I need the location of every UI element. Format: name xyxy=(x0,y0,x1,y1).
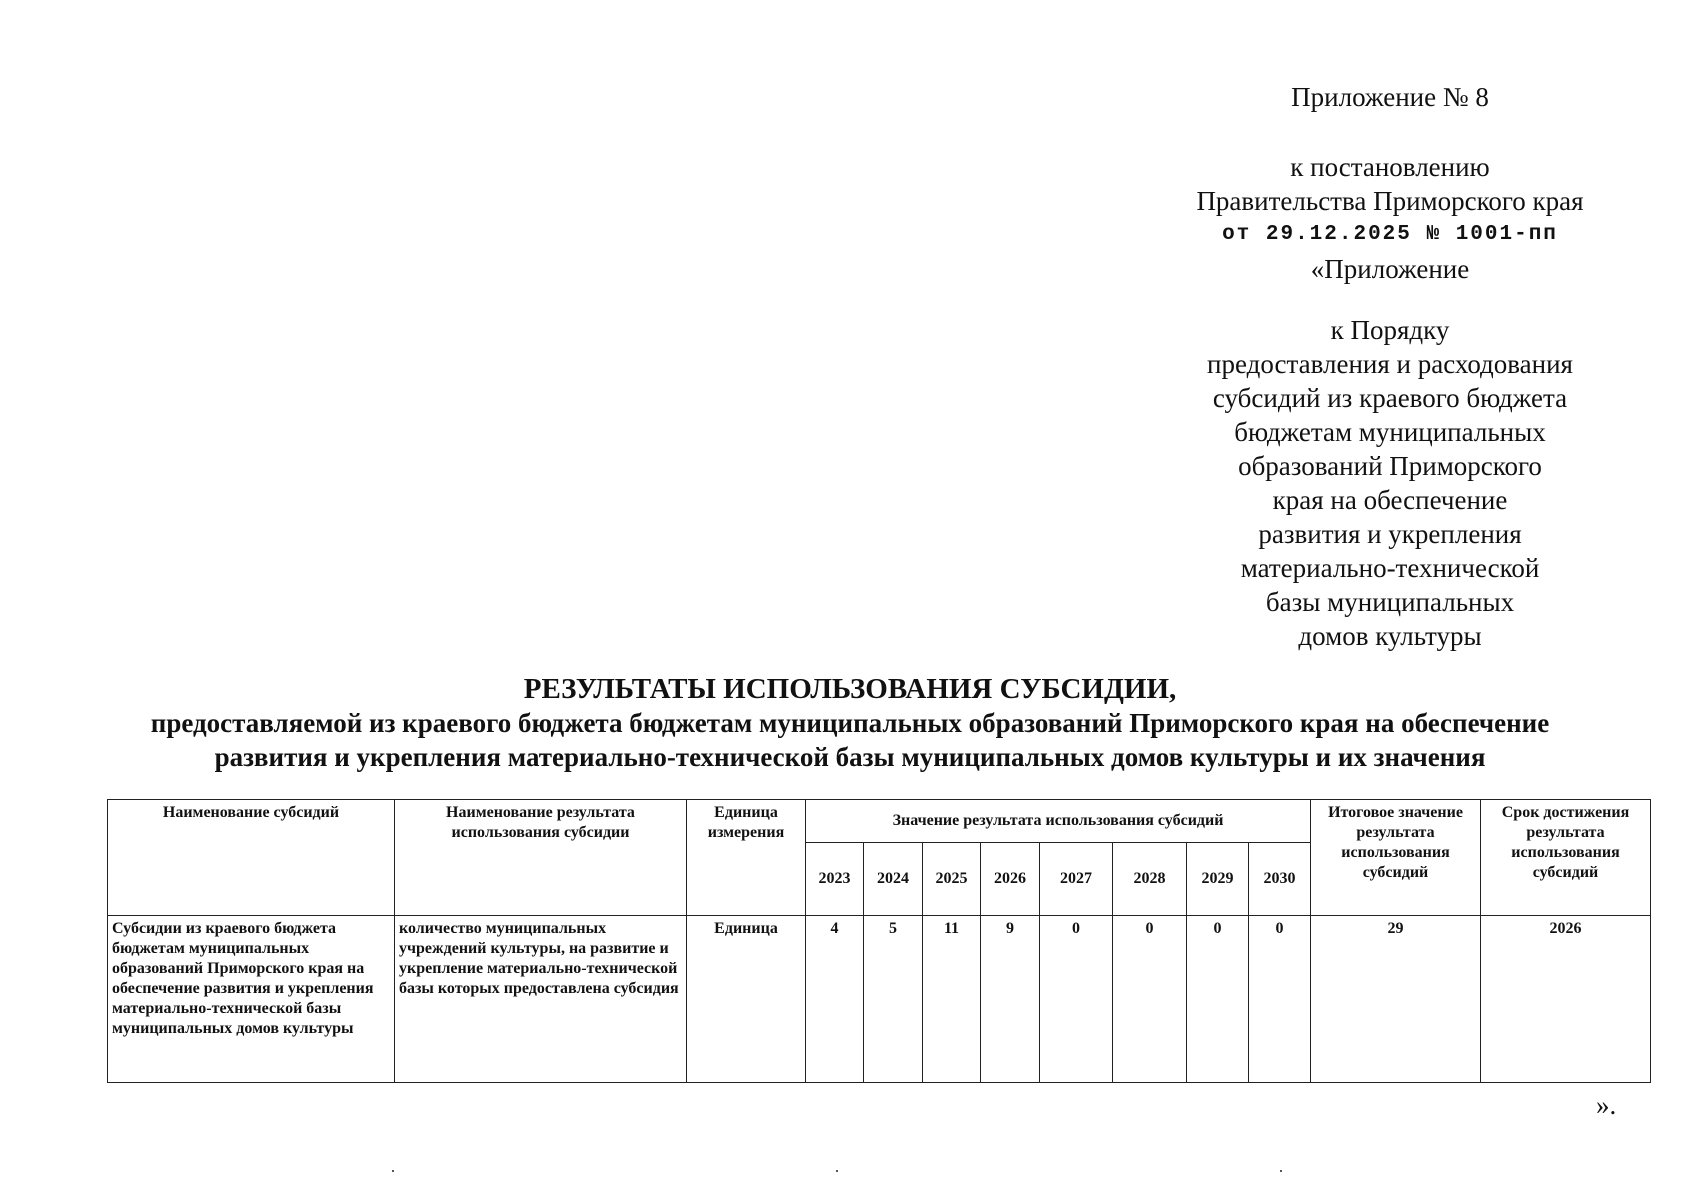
results-table xyxy=(107,799,1651,1083)
cell-result-name: количество муниципальных учреждений культуры, на развитие и укрепление материально-технической базы которых предоставлена субсидия xyxy=(395,916,687,1083)
scan-speck xyxy=(1280,1170,1282,1172)
order-line: предоставления и расходования xyxy=(1207,349,1573,379)
scan-speck xyxy=(392,1170,394,1172)
document-subtitle xyxy=(100,706,1600,774)
cell-value-2030: 0 xyxy=(1249,916,1311,1083)
cell-subsidy-name: Субсидии из краевого бюджета бюджетам муниципальных образований Приморского края на обеспечение развития и укрепления материально-технической базы муниципальных домов культуры xyxy=(108,916,395,1083)
cell-value-2023: 4 xyxy=(806,916,864,1083)
cell-total: 29 xyxy=(1311,916,1481,1083)
decree-line: Правительства Приморского края xyxy=(1196,186,1584,216)
table-row xyxy=(108,916,1651,1083)
header-year: 2026 xyxy=(981,843,1040,916)
order-line: к Порядку xyxy=(1330,315,1450,345)
order-line: домов культуры xyxy=(1298,621,1482,651)
header-subsidy-name: Наименование субсидий xyxy=(108,800,395,916)
header-year: 2024 xyxy=(864,843,923,916)
order-line: субсидий из краевого бюджета xyxy=(1212,383,1568,413)
order-line: бюджетам муниципальных xyxy=(1234,417,1546,447)
decree-reference xyxy=(1160,150,1620,286)
header-year: 2027 xyxy=(1040,843,1113,916)
decree-line: к постановлению xyxy=(1290,152,1490,182)
header-values-group: Значение результата использования субсидий xyxy=(806,800,1311,843)
quoted-appendix: «Приложение xyxy=(1310,254,1470,284)
order-line: материально-технической xyxy=(1240,553,1540,583)
order-line: образований Приморского xyxy=(1238,451,1542,481)
header-row xyxy=(108,800,1651,843)
header-year: 2030 xyxy=(1249,843,1311,916)
header-deadline: Срок достижения результата использования субсидий xyxy=(1481,800,1651,916)
header-year: 2029 xyxy=(1187,843,1249,916)
header-year: 2028 xyxy=(1113,843,1187,916)
scan-speck xyxy=(836,1170,838,1172)
order-line: края на обеспечение xyxy=(1272,485,1508,515)
subtitle-line: предоставляемой из краевого бюджета бюджетам муниципальных образований Приморского края на обеспечение xyxy=(150,708,1550,738)
order-line: базы муниципальных xyxy=(1265,587,1515,617)
header-total: Итоговое значение результата использования субсидий xyxy=(1311,800,1481,916)
document-title: РЕЗУЛЬТАТЫ ИСПОЛЬЗОВАНИЯ СУБСИДИИ, xyxy=(523,673,1177,705)
cell-unit: Единица xyxy=(687,916,806,1083)
cell-value-2025: 11 xyxy=(923,916,981,1083)
cell-value-2029: 0 xyxy=(1187,916,1249,1083)
header-unit: Единица измерения xyxy=(687,800,806,916)
closing-quote: ». xyxy=(1596,1090,1617,1120)
order-line: развития и укрепления xyxy=(1258,519,1522,549)
header-result-name: Наименование результата использования субсидии xyxy=(395,800,687,916)
cell-deadline: 2026 xyxy=(1481,916,1651,1083)
decree-number: от 29.12.2025 № 1001-пп xyxy=(1222,223,1558,246)
header-year: 2023 xyxy=(806,843,864,916)
cell-value-2027: 0 xyxy=(1040,916,1113,1083)
cell-value-2028: 0 xyxy=(1113,916,1187,1083)
cell-value-2024: 5 xyxy=(864,916,923,1083)
appendix-title: Приложение № 8 xyxy=(1291,82,1489,112)
cell-value-2026: 9 xyxy=(981,916,1040,1083)
header-year: 2025 xyxy=(923,843,981,916)
order-reference xyxy=(1160,313,1620,653)
subtitle-line: развития и укрепления материально-технической базы муниципальных домов культуры и их значения xyxy=(214,742,1486,772)
